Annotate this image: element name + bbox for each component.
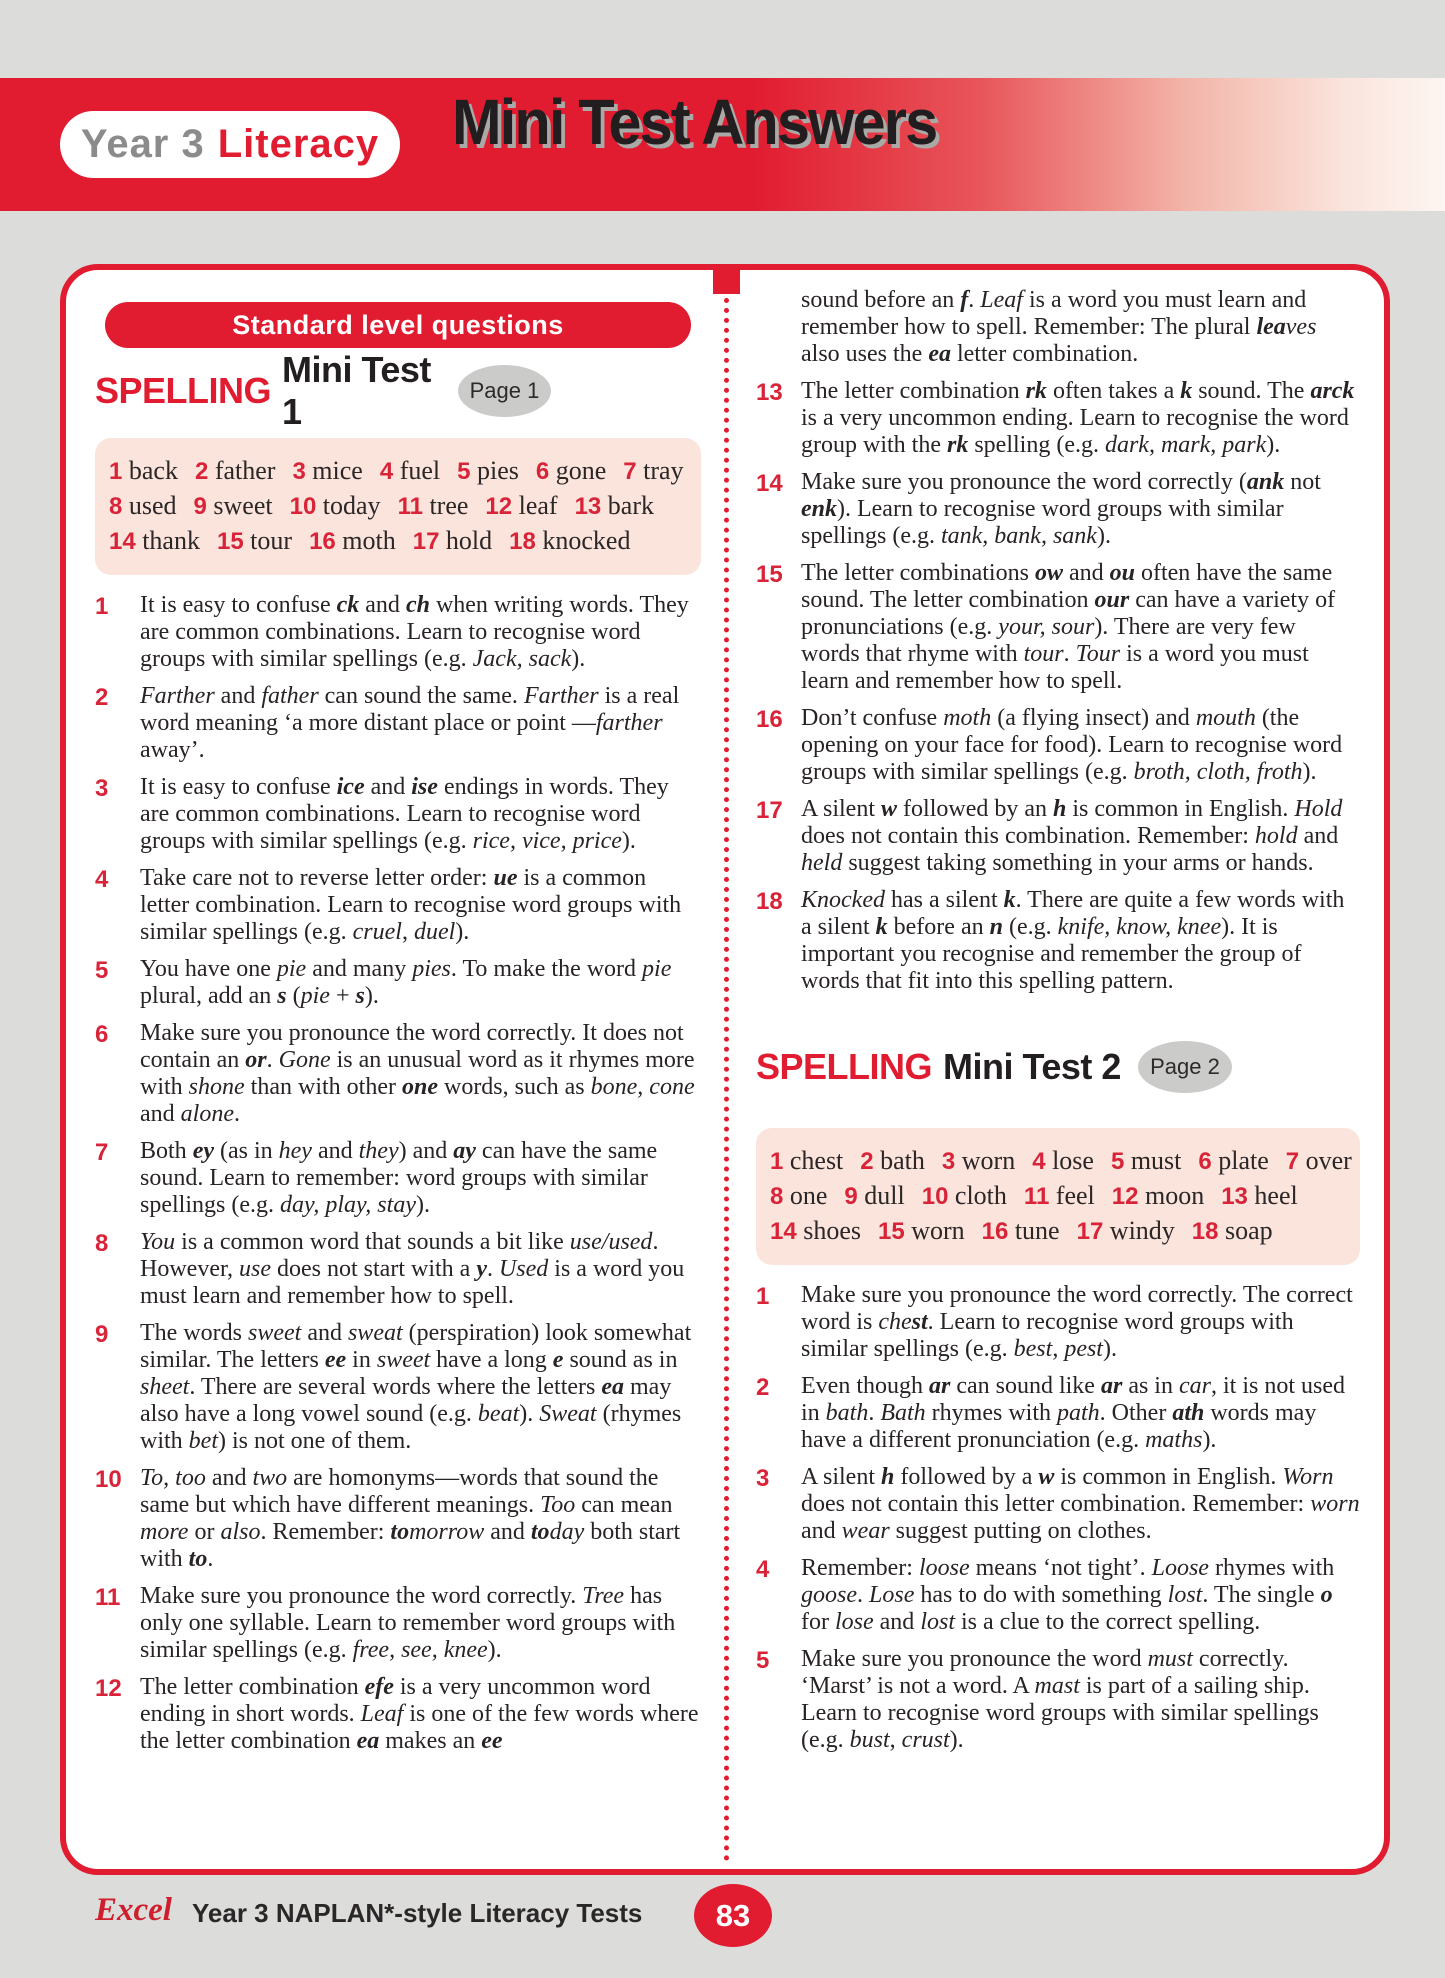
test1-explanations-left [95, 592, 701, 1755]
explanation-number: 8 [95, 1230, 109, 1257]
explanation-number: 2 [756, 1374, 770, 1401]
explanation-text: Knocked has a silent k. There are quite a few words with a silent k before an n (e.g. knife, know, knee). It is important you recognise and remember the group of words that fit into this spelling pattern. [801, 887, 1345, 994]
answer-line [109, 454, 695, 489]
explanation-number: 4 [95, 866, 109, 893]
explanation-number: 5 [95, 957, 109, 984]
answer-item: 18 knocked [509, 526, 631, 555]
explanation-text: Remember: loose means ‘not tight’. Loose rhymes with goose. Lose has to do with something lost. The single o for lose and lost is a clue to the correct spelling. [801, 1555, 1335, 1635]
answer-number: 7 [623, 458, 637, 485]
header-band [0, 78, 1445, 211]
explanation-item [756, 1464, 1360, 1545]
explanation-item [95, 592, 701, 673]
answer-number: 12 [1111, 1183, 1139, 1210]
test2-answers-box [756, 1128, 1360, 1265]
page-title: Mini Test Answers [452, 86, 937, 158]
answer-number: 5 [457, 458, 471, 485]
test2-header [756, 1039, 1360, 1095]
explanation-number: 14 [756, 470, 783, 497]
answer-item: 13 bark [574, 491, 654, 520]
explanation-item [756, 469, 1360, 550]
explanation-text: Don’t confuse moth (a flying insect) and mouth (the opening on your face for food). Learn to recognise word groups with similar spellings (e.g. broth, cloth, froth). [801, 705, 1343, 785]
answer-item: 5 pies [457, 456, 519, 485]
answer-number: 13 [1221, 1183, 1248, 1210]
explanation-text: Make sure you pronounce the word correctly. The correct word is chest. Learn to recognise word groups with similar spellings (e.g. best, pest). [801, 1282, 1353, 1362]
answer-item: 3 mice [292, 456, 363, 485]
answer-item: 1 chest [770, 1146, 844, 1175]
right-column [756, 270, 1360, 1764]
explanation-text: Make sure you pronounce the word correctly (ank not enk). Learn to recognise word groups with similar spellings (e.g. tank, bank, sank). [801, 469, 1321, 549]
explanation-item [756, 796, 1360, 877]
answer-number: 8 [770, 1183, 784, 1210]
explanation-text: Take care not to reverse letter order: ue is a common letter combination. Learn to recognise word groups with similar spellings (e.g. cruel, duel). [140, 865, 682, 945]
answer-line [109, 524, 695, 559]
explanation-item [756, 1646, 1360, 1754]
answer-number: 11 [397, 493, 423, 520]
explanation-number: 9 [95, 1321, 109, 1348]
answer-number: 14 [770, 1218, 797, 1245]
answer-number: 14 [109, 528, 136, 555]
answer-item: 17 hold [412, 526, 493, 555]
answer-number: 1 [109, 458, 123, 485]
answer-line [770, 1179, 1354, 1214]
explanation-number: 17 [756, 797, 783, 824]
answer-item: 18 soap [1191, 1216, 1273, 1245]
explanation-item [95, 865, 701, 946]
explanation-number: 18 [756, 888, 783, 915]
answer-number: 16 [309, 528, 336, 555]
explanation-text: Even though ar can sound like ar as in car, it is not used in bath. Bath rhymes with path. Other ath words may have a different pronunciation (e.g. maths). [801, 1373, 1345, 1453]
answer-item: 6 gone [535, 456, 607, 485]
test1-page-badge: Page 1 [458, 365, 551, 417]
answer-item: 11 feel [1023, 1181, 1095, 1210]
explanation-item [95, 683, 701, 764]
answer-number: 18 [1191, 1218, 1219, 1245]
explanation-text: You have one pie and many pies. To make the word pie plural, add an s (pie + s). [140, 956, 672, 1009]
explanation-number: 11 [95, 1584, 121, 1611]
brand-subject: Literacy [217, 122, 380, 166]
explanation-number: 5 [756, 1647, 770, 1674]
explanation-item [756, 887, 1360, 995]
answer-item: 9 sweet [193, 491, 273, 520]
answer-number: 4 [379, 458, 394, 485]
answer-number: 1 [770, 1148, 784, 1175]
explanation-text: Make sure you pronounce the word must correctly. ‘Marst’ is not a word. A mast is part of a sailing ship. Learn to recognise word groups with similar spellings (e.g. bust, crust). [801, 1646, 1319, 1753]
explanation-text: Make sure you pronounce the word correctly. It does not contain an or. Gone is an unusual word as it rhymes more with shone than with other one words, such as bone, cone and alone. [140, 1020, 695, 1127]
explanation-item [95, 1583, 701, 1664]
answer-line [109, 489, 695, 524]
footer-brand: Excel [95, 1892, 172, 1928]
explanation-item [95, 1674, 701, 1755]
test2-explanations [756, 1282, 1360, 1754]
content-box [60, 264, 1390, 1875]
explanation-item [756, 560, 1360, 695]
answer-item: 9 dull [844, 1181, 905, 1210]
answer-number: 8 [109, 493, 123, 520]
explanation-text: The letter combination rk often takes a k sound. The arck is a very uncommon ending. Learn to recognise the word group with the rk spelling (e.g. dark, mark, park). [801, 378, 1355, 458]
explanation-item [756, 287, 1360, 368]
explanation-number [756, 287, 801, 368]
answer-item: 15 worn [877, 1216, 965, 1245]
answer-item: 17 windy [1076, 1216, 1175, 1245]
explanation-number: 1 [756, 1283, 770, 1310]
test1-section-label: SPELLING [95, 370, 272, 411]
explanation-item [95, 774, 701, 855]
answer-line [770, 1144, 1354, 1179]
explanation-text: Both ey (as in hey and they) and ay can have the same sound. Learn to remember: word groups with similar spellings (e.g. day, play, stay). [140, 1138, 658, 1218]
answer-number: 4 [1032, 1148, 1046, 1175]
explanation-text: The words sweet and sweat (perspiration) look somewhat similar. The letters ee in sweet have a long e sound as in sheet. There are several words where the letters ea may also have a long vowel sound (e.g. beat). Sweat (rhymes with bet) is not one of them. [140, 1320, 692, 1454]
explanation-item [95, 1465, 701, 1573]
explanation-number: 6 [95, 1021, 109, 1048]
answer-number: 2 [860, 1148, 874, 1175]
answer-item: 7 over [1285, 1146, 1352, 1175]
answer-item: 16 tune [981, 1216, 1060, 1245]
answer-item: 12 leaf [485, 491, 558, 520]
explanation-number: 13 [756, 379, 783, 406]
footer-title: Year 3 NAPLAN*-style Literacy Tests [192, 1898, 643, 1928]
explanation-item [95, 1320, 701, 1455]
answer-number: 2 [194, 458, 209, 485]
answer-number: 6 [1198, 1148, 1212, 1175]
answer-line [770, 1214, 1354, 1249]
explanation-text: A silent w followed by an h is common in English. Hold does not contain this combination. Remember: hold and held suggest taking something in your arms or hands. [801, 796, 1343, 876]
explanation-text: Make sure you pronounce the word correctly. Tree has only one syllable. Learn to remember word groups with similar spellings (e.g. free, see, knee). [140, 1583, 676, 1663]
answer-number: 5 [1110, 1148, 1125, 1175]
answer-number: 18 [509, 528, 536, 555]
answer-number: 10 [921, 1183, 949, 1210]
answer-item: 2 father [194, 456, 276, 485]
explanation-text: sound before an f. Leaf is a word you must learn and remember how to spell. Remember: The plural leaves also uses the ea letter combination. [801, 287, 1317, 367]
explanation-number: 10 [95, 1466, 122, 1493]
answer-item: 3 worn [941, 1146, 1016, 1175]
answer-item: 1 back [109, 456, 178, 485]
page-number-badge: 83 [694, 1884, 772, 1947]
column-divider [724, 278, 729, 1862]
explanation-number: 4 [756, 1556, 770, 1583]
answer-number: 15 [216, 528, 244, 555]
answer-item: 12 moon [1111, 1181, 1205, 1210]
answer-number: 6 [535, 458, 550, 485]
explanation-number: 3 [95, 775, 109, 802]
explanation-text: You is a common word that sounds a bit like use/used. However, use does not start with a y. Used is a word you must learn and remember how to spell. [140, 1229, 685, 1309]
answer-number: 17 [1076, 1218, 1104, 1245]
explanation-number: 15 [756, 561, 783, 588]
answer-number: 9 [844, 1183, 858, 1210]
answer-item: 4 lose [1032, 1146, 1094, 1175]
explanation-text: A silent h followed by a w is common in English. Worn does not contain this letter combination. Remember: worn and wear suggest putting on clothes. [801, 1464, 1360, 1544]
answer-number: 15 [877, 1218, 905, 1245]
brand-year: Year 3 [80, 122, 205, 166]
explanation-number: 7 [95, 1139, 109, 1166]
explanation-text: The letter combinations ow and ou often have the same sound. The letter combination our can have a variety of pronunciations (e.g. your, sour). There are very few words that rhyme with tour. Tour is a word you must learn and remember how to spell. [801, 560, 1336, 694]
explanation-item [756, 1282, 1360, 1363]
answer-number: 3 [292, 458, 306, 485]
answer-item: 11 tree [397, 491, 469, 520]
standard-level-banner: Standard level questions [105, 302, 691, 348]
answer-number: 7 [1285, 1148, 1300, 1175]
explanation-text: The letter combination efe is a very uncommon word ending in short words. Leaf is one of the few words where the letter combination ea makes an ee [140, 1674, 699, 1754]
explanation-number: 12 [95, 1675, 122, 1702]
explanation-item [756, 378, 1360, 459]
test2-section-label: SPELLING [756, 1046, 933, 1087]
explanation-item [756, 1373, 1360, 1454]
test2-title: Mini Test 2 [943, 1046, 1121, 1087]
answer-item: 4 fuel [379, 456, 441, 485]
answer-number: 11 [1023, 1183, 1050, 1210]
explanation-item [95, 1020, 701, 1128]
test1-explanations-right [756, 287, 1360, 995]
answer-item: 15 tour [216, 526, 293, 555]
test1-title: Mini Test 1 [282, 349, 431, 432]
divider-tab [713, 264, 740, 294]
answer-item: 2 bath [860, 1146, 925, 1175]
explanation-number: 1 [95, 593, 109, 620]
explanation-item [95, 1229, 701, 1310]
answer-item: 13 heel [1221, 1181, 1298, 1210]
answer-item: 16 moth [309, 526, 396, 555]
explanation-text: To, too and two are homonyms—words that sound the same but which have different meanings. Too can mean more or also. Remember: tomorrow and today both start with to. [140, 1465, 681, 1572]
test2-page-badge: Page 2 [1138, 1041, 1232, 1093]
answer-item: 7 tray [623, 456, 684, 485]
answer-item: 14 thank [109, 526, 200, 555]
left-column [95, 270, 701, 1765]
explanation-item [95, 1138, 701, 1219]
answer-number: 12 [485, 493, 513, 520]
answer-number: 16 [981, 1218, 1009, 1245]
answer-number: 9 [193, 493, 207, 520]
answer-number: 17 [412, 528, 440, 555]
answer-item: 8 one [770, 1181, 828, 1210]
explanation-item [95, 956, 701, 1010]
answer-number: 13 [574, 493, 602, 520]
answer-item: 14 shoes [770, 1216, 861, 1245]
answer-item: 5 must [1110, 1146, 1182, 1175]
test1-answers-box [95, 438, 701, 575]
explanation-item [756, 1555, 1360, 1636]
answer-item: 6 plate [1198, 1146, 1269, 1175]
explanation-text: It is easy to confuse ice and ise endings in words. They are common combinations. Learn to recognise word groups with similar spellings (e.g. rice, vice, price). [140, 774, 669, 854]
explanation-number: 16 [756, 706, 783, 733]
explanation-text: It is easy to confuse ck and ch when writing words. They are common combinations. Learn to recognise word groups with similar spellings (e.g. Jack, sack). [140, 592, 689, 672]
brand-pill [60, 111, 400, 178]
answer-number: 3 [941, 1148, 956, 1175]
explanation-number: 2 [95, 684, 109, 711]
answer-number: 10 [289, 493, 317, 520]
explanation-item [756, 705, 1360, 786]
explanation-number: 3 [756, 1465, 770, 1492]
test1-header [95, 349, 701, 432]
answer-item: 8 used [109, 491, 177, 520]
explanation-text: Farther and father can sound the same. Farther is a real word meaning ‘a more distant place or point —farther away’. [140, 683, 680, 763]
answer-item: 10 today [289, 491, 381, 520]
answer-item: 10 cloth [921, 1181, 1007, 1210]
